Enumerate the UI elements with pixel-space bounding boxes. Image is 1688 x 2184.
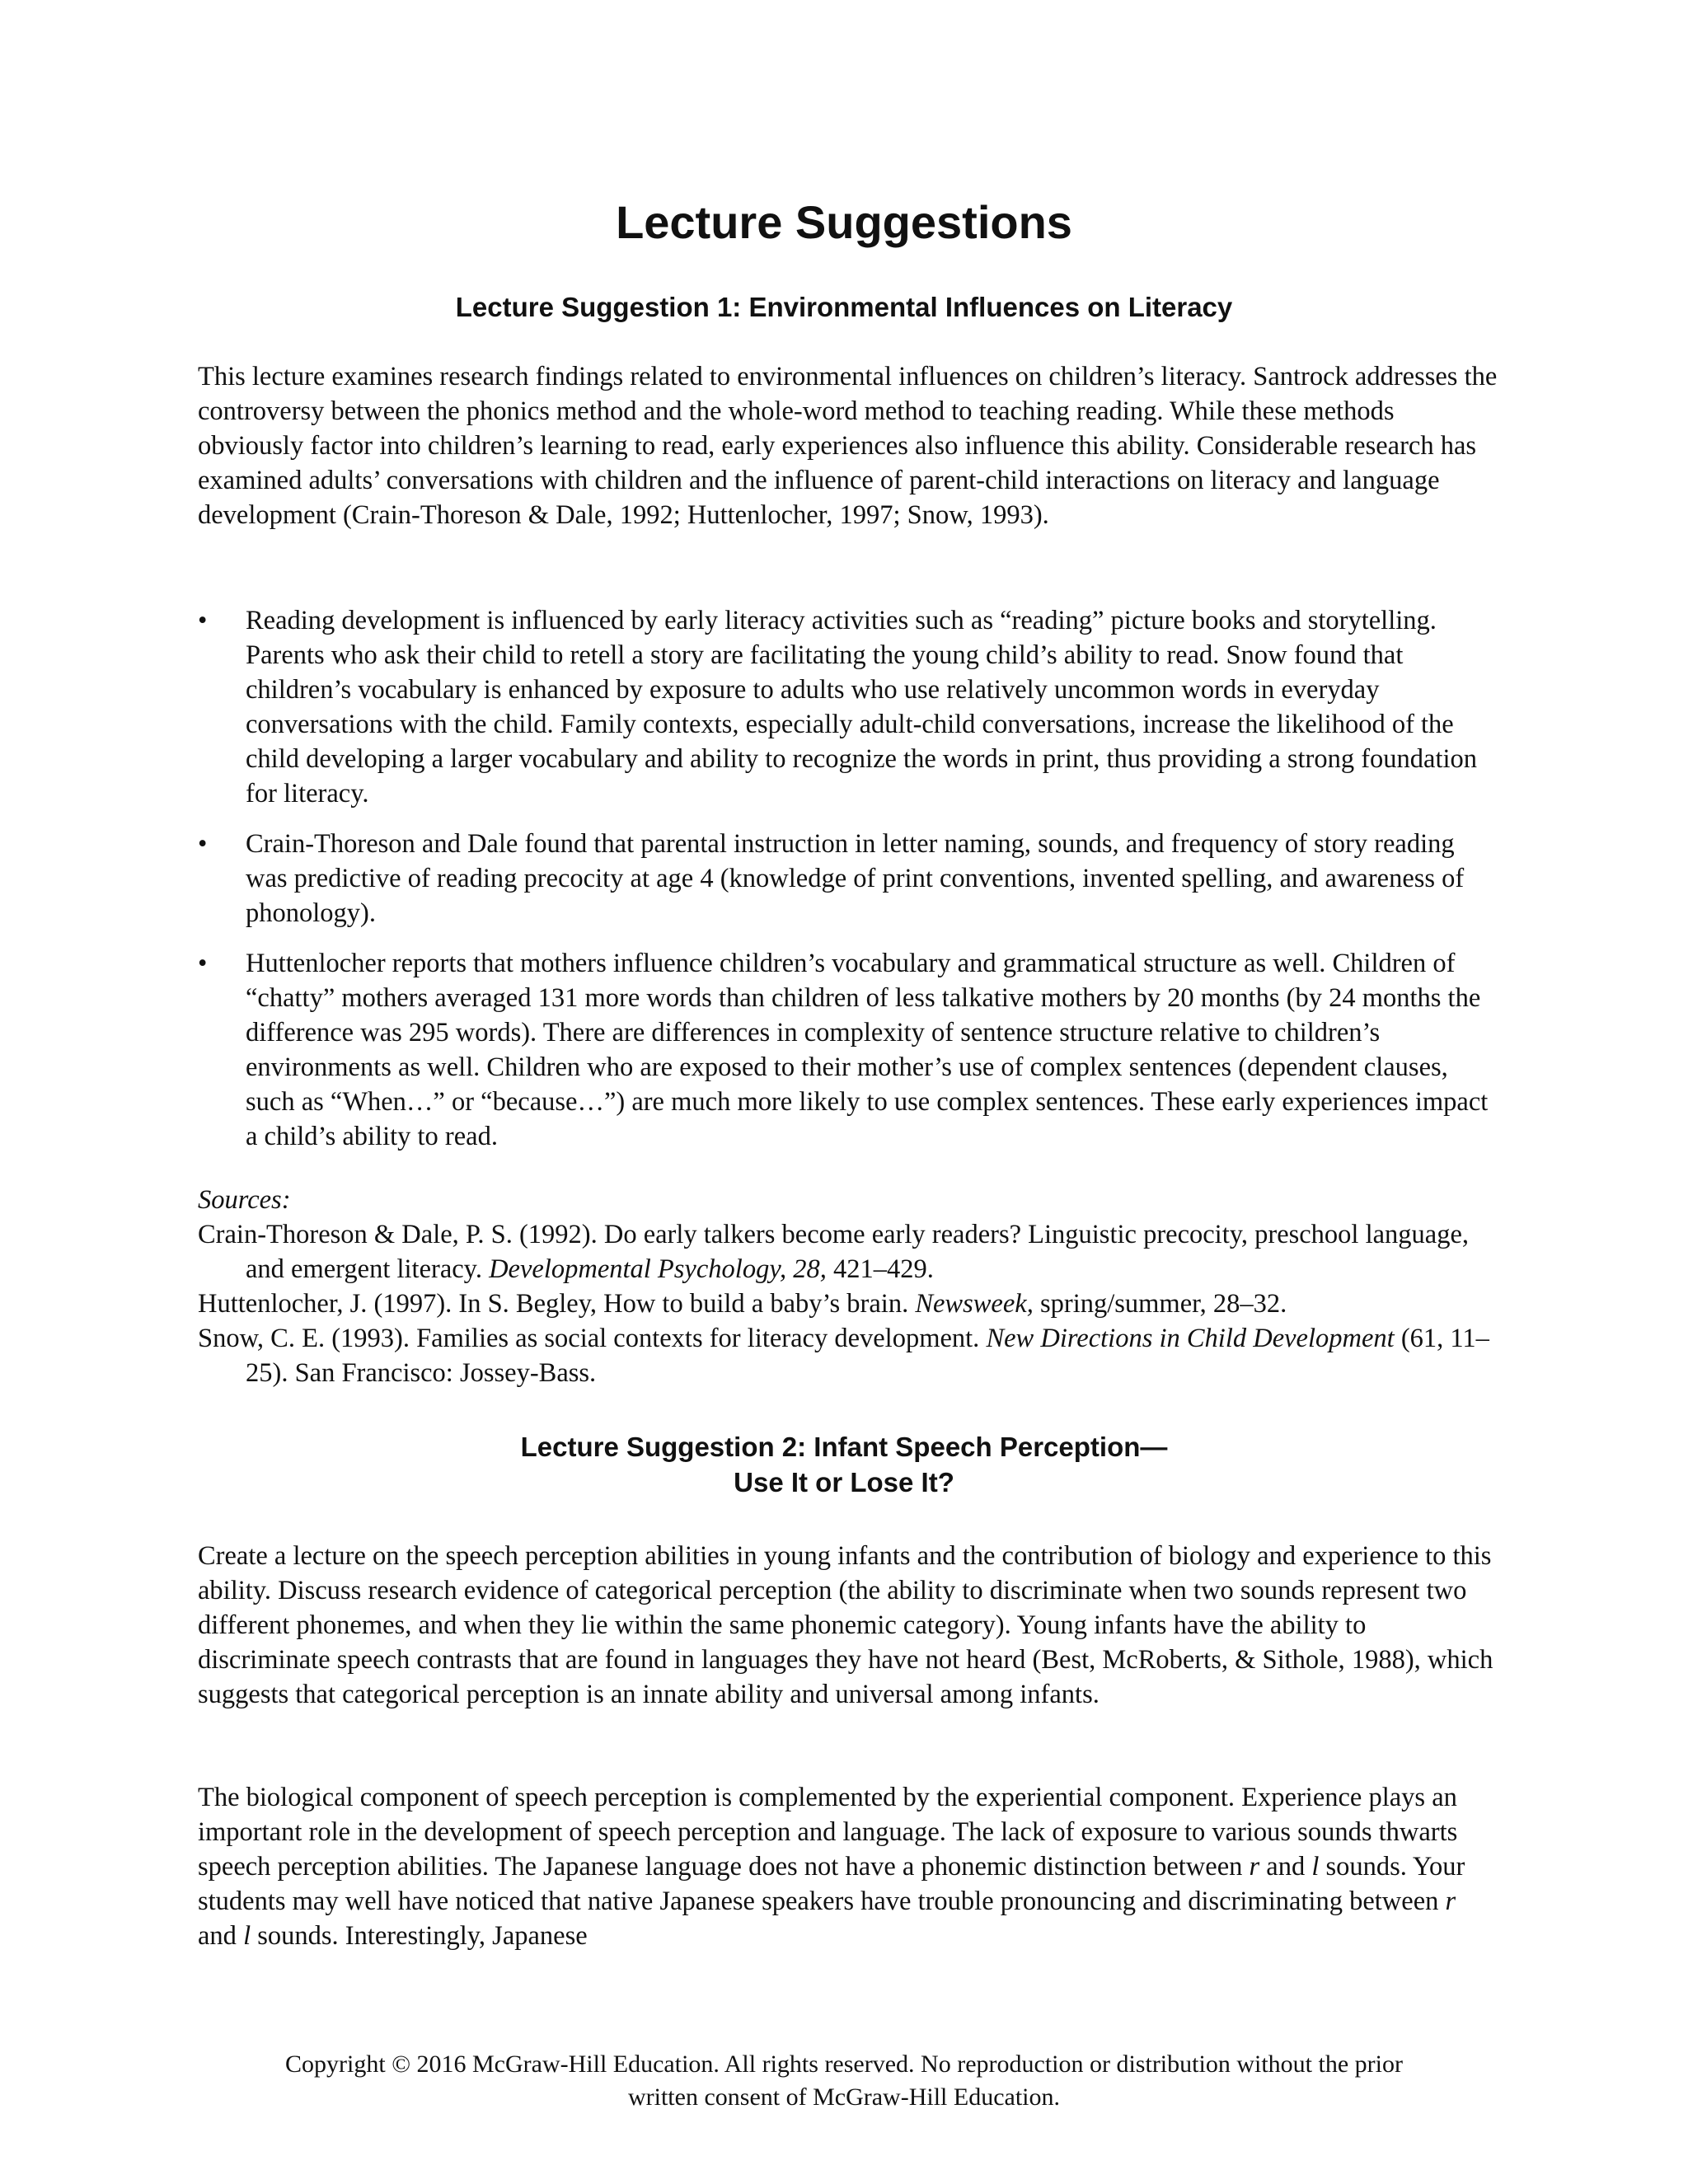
reference-text: Snow, C. E. (1993). Families as social contexts for literacy development. <box>198 1324 987 1353</box>
list-item <box>198 827 1500 930</box>
italic-letter: l <box>1311 1852 1320 1882</box>
paragraph-text: sounds. Interestingly, Japanese <box>251 1921 588 1951</box>
bullet-text: Huttenlocher reports that mothers influence children’s vocabulary and grammatical structure as well. Children of “chatty” mothers averaged 131 more words than children of less talkative mothers by 20 months (by 24 months the difference was 295 words). There are differences in complexity of sentence structure relative to children’s environments as well. Children who are exposed to their mother’s use of complex sentences (dependent clauses, such as “When…” or “because…”) are much more likely to use complex sentences. These early experiences impact a child’s ability to read. <box>246 949 1489 1151</box>
paragraph-text: and <box>1259 1852 1312 1882</box>
list-item <box>198 603 1500 811</box>
sources-label: Sources: <box>198 1185 291 1215</box>
reference-journal: Newsweek, <box>915 1289 1034 1319</box>
reference-item <box>198 1286 1500 1321</box>
paragraph-text: and <box>198 1921 244 1951</box>
bullet-text: Crain-Thoreson and Dale found that parental instruction in letter naming, sounds, and frequency of story reading was predictive of reading precocity at age 4 (knowledge of print conventions, invented spelling, and awareness of phonology). <box>246 829 1465 928</box>
reference-text: Huttenlocher, J. (1997). In S. Begley, How to build a baby’s brain. <box>198 1289 916 1319</box>
bullet-text: Reading development is influenced by early literacy activities such as “reading” picture books and storytelling. Parents who ask their child to retell a story are facilitating the young child’s ability to read. Snow found that children’s vocabulary is enhanced by exposure to adults who use relatively uncommon words in everyday conversations with the child. Family contexts, especially adult-child conversations, increase the likelihood of the child developing a larger vocabulary and ability to recognize the words in print, thus providing a strong foundation for literacy. <box>246 606 1478 808</box>
section1-intro: This lecture examines research findings related to environmental influences on children’s literacy. Santrock addresses the controversy between the phonics method and the whole-word method to teaching reading. While these methods obviously factor into children’s learning to read, early experiences also influence this ability. Considerable research has examined adults’ conversations with children and the influence of parent-child interactions on literacy and language development (Crain-Thoreson & Dale, 1992; Huttenlocher, 1997; Snow, 1993). <box>198 362 1498 530</box>
section2-paragraph-2 <box>198 1780 1500 1953</box>
sources-block <box>198 1183 1500 1390</box>
section2-heading-line2: Use It or Lose It? <box>734 1467 954 1497</box>
paragraph-text: The biological component of speech perception is complemented by the experiential component. Experience plays an important role in the development of speech perception and language. The lack of exposure to various sounds thwarts speech perception abilities. The Japanese language does not have a phonemic distinction between <box>198 1783 1458 1882</box>
reference-journal: Developmental Psychology, 28, <box>489 1254 827 1284</box>
list-item <box>198 946 1500 1154</box>
reference-text: Crain-Thoreson & Dale, P. S. (1992). Do early talkers become early readers? Linguistic precocity, preschool language, and emergent literacy. <box>198 1220 1470 1284</box>
reference-journal: New Directions in Child Development <box>986 1324 1395 1353</box>
italic-letter: r <box>1445 1886 1456 1916</box>
bullet-marker: • <box>198 829 208 859</box>
italic-letter: l <box>243 1921 251 1951</box>
bullet-marker: • <box>198 949 208 978</box>
page-title: Lecture Suggestions <box>616 196 1072 248</box>
section2-paragraph-1: Create a lecture on the speech perception abilities in young infants and the contribution of biology and experience to this ability. Discuss research evidence of categorical perception (the ability to discriminate when two sounds represent two different phonemes, and when they lie within the same phonemic category). Young infants have the ability to discriminate speech contrasts that are found in languages they have not heard (Best, McRoberts, & Sithole, 1988), which suggests that categorical perception is an innate ability and universal among infants. <box>198 1541 1493 1709</box>
section2-heading-line1: Lecture Suggestion 2: Infant Speech Perception— <box>520 1432 1168 1462</box>
bullet-marker: • <box>198 606 208 635</box>
footer-line2: written consent of McGraw-Hill Education. <box>627 2083 1061 2111</box>
paragraph-text: sounds. Your students may well have noticed that native Japanese speakers have trouble pronouncing and discriminating between <box>198 1852 1465 1916</box>
reference-pages: 421–429. <box>826 1254 934 1284</box>
reference-item <box>198 1217 1500 1286</box>
section1-bullet-list <box>198 603 1500 1169</box>
italic-letter: r <box>1249 1852 1260 1882</box>
footer-line1: Copyright © 2016 McGraw-Hill Education. All rights reserved. No reproduction or distribution without the prior <box>285 2050 1403 2078</box>
copyright-footer <box>165 2048 1523 2114</box>
reference-item <box>198 1321 1500 1390</box>
section2-heading <box>0 1429 1688 1500</box>
reference-pages: spring/summer, 28–32. <box>1033 1289 1287 1319</box>
reference-pages: (61, 11–25). San Francisco: Jossey-Bass. <box>246 1324 1489 1388</box>
section1-heading: Lecture Suggestion 1: Environmental Influences on Literacy <box>455 292 1233 322</box>
